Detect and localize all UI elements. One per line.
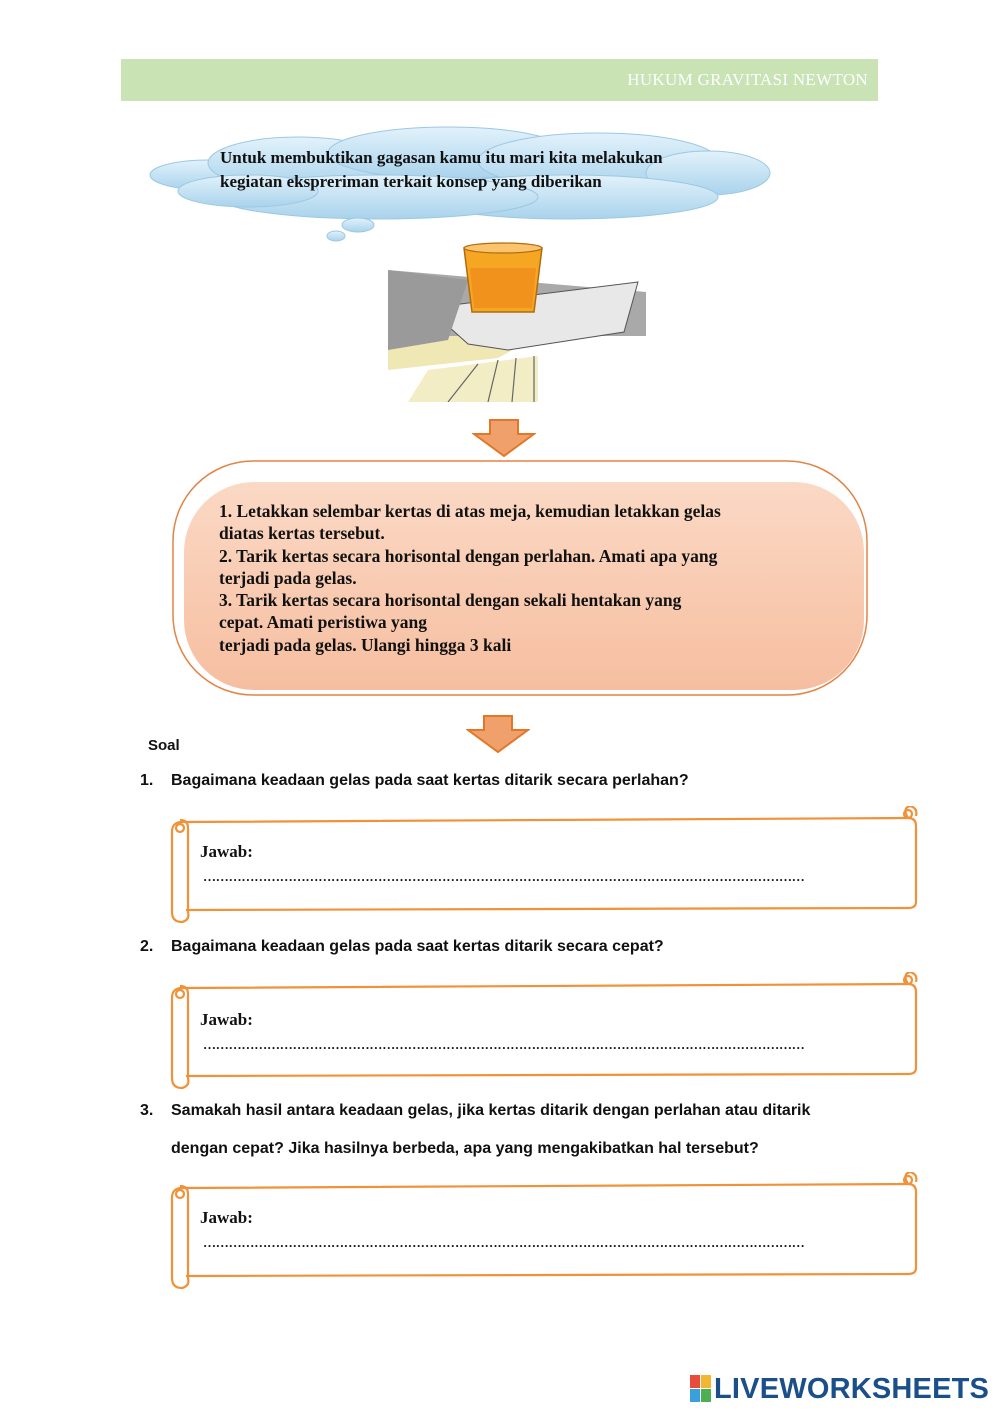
down-arrow-icon — [472, 418, 536, 458]
steps-text — [219, 500, 819, 656]
step-line: 1. Letakkan selembar kertas di atas meja, kemudian letakkan gelas — [219, 501, 721, 521]
answer-label: Jawab: — [200, 1208, 253, 1227]
question-number: 2. — [140, 938, 154, 955]
question-number: 3. — [140, 1102, 154, 1119]
answer-scroll-2 — [168, 972, 920, 1090]
liveworksheets-logo-icon — [690, 1375, 712, 1403]
step-line: diatas kertas tersebut. — [219, 523, 385, 544]
down-arrow-icon — [466, 714, 530, 754]
answer-scroll-3 — [168, 1172, 920, 1290]
header-title: HUKUM GRAVITASI NEWTON — [627, 70, 868, 89]
step-line: 2. Tarik kertas secara horisontal dengan perlahan. Amati apa yang — [219, 545, 718, 566]
intro-text — [220, 146, 780, 194]
glass-icon — [464, 243, 542, 312]
intro-line-1: Untuk membuktikan gagasan kamu itu mari kita melakukan — [220, 148, 663, 167]
question-number: 1. — [140, 772, 154, 789]
question-text: Samakah hasil antara keadaan gelas, jika kertas ditarik dengan perlahan atau ditarik — [171, 1102, 811, 1119]
step-line: 3. Tarik kertas secara horisontal dengan sekali hentakan yang — [219, 590, 682, 611]
step-line: cepat. Amati peristiwa yang — [219, 612, 428, 633]
answer-label: Jawab: — [200, 842, 253, 861]
answer-input-3[interactable]: …………………………………………………………………………………………………………………………… — [203, 1235, 805, 1250]
header-band — [121, 59, 878, 101]
answer-input-1[interactable]: …………………………………………………………………………………………………………………………… — [203, 869, 805, 884]
liveworksheets-logo[interactable] — [690, 1372, 989, 1406]
glass-on-table-illustration — [388, 240, 646, 402]
logo-text: LIVEWORKSHEETS — [714, 1372, 990, 1405]
question-text: Bagaimana keadaan gelas pada saat kertas ditarik secara perlahan? — [171, 772, 689, 789]
question-1 — [140, 772, 689, 790]
question-text: Bagaimana keadaan gelas pada saat kertas ditarik secara cepat? — [171, 938, 664, 955]
question-3-line-2: dengan cepat? Jika hasilnya berbeda, apa yang mengakibatkan hal tersebut? — [171, 1140, 759, 1157]
answer-label: Jawab: — [200, 1010, 253, 1029]
question-3 — [140, 1102, 810, 1120]
step-line: terjadi pada gelas. — [219, 567, 357, 588]
intro-line-2: kegiatan ekspreriman terkait konsep yang diberikan — [220, 172, 602, 191]
answer-scroll-1 — [168, 806, 920, 924]
answer-input-2[interactable]: …………………………………………………………………………………………………………………………… — [203, 1037, 805, 1052]
step-line: terjadi pada gelas. Ulangi hingga 3 kali — [219, 634, 512, 655]
soal-label: Soal — [148, 737, 180, 754]
question-2 — [140, 938, 664, 956]
